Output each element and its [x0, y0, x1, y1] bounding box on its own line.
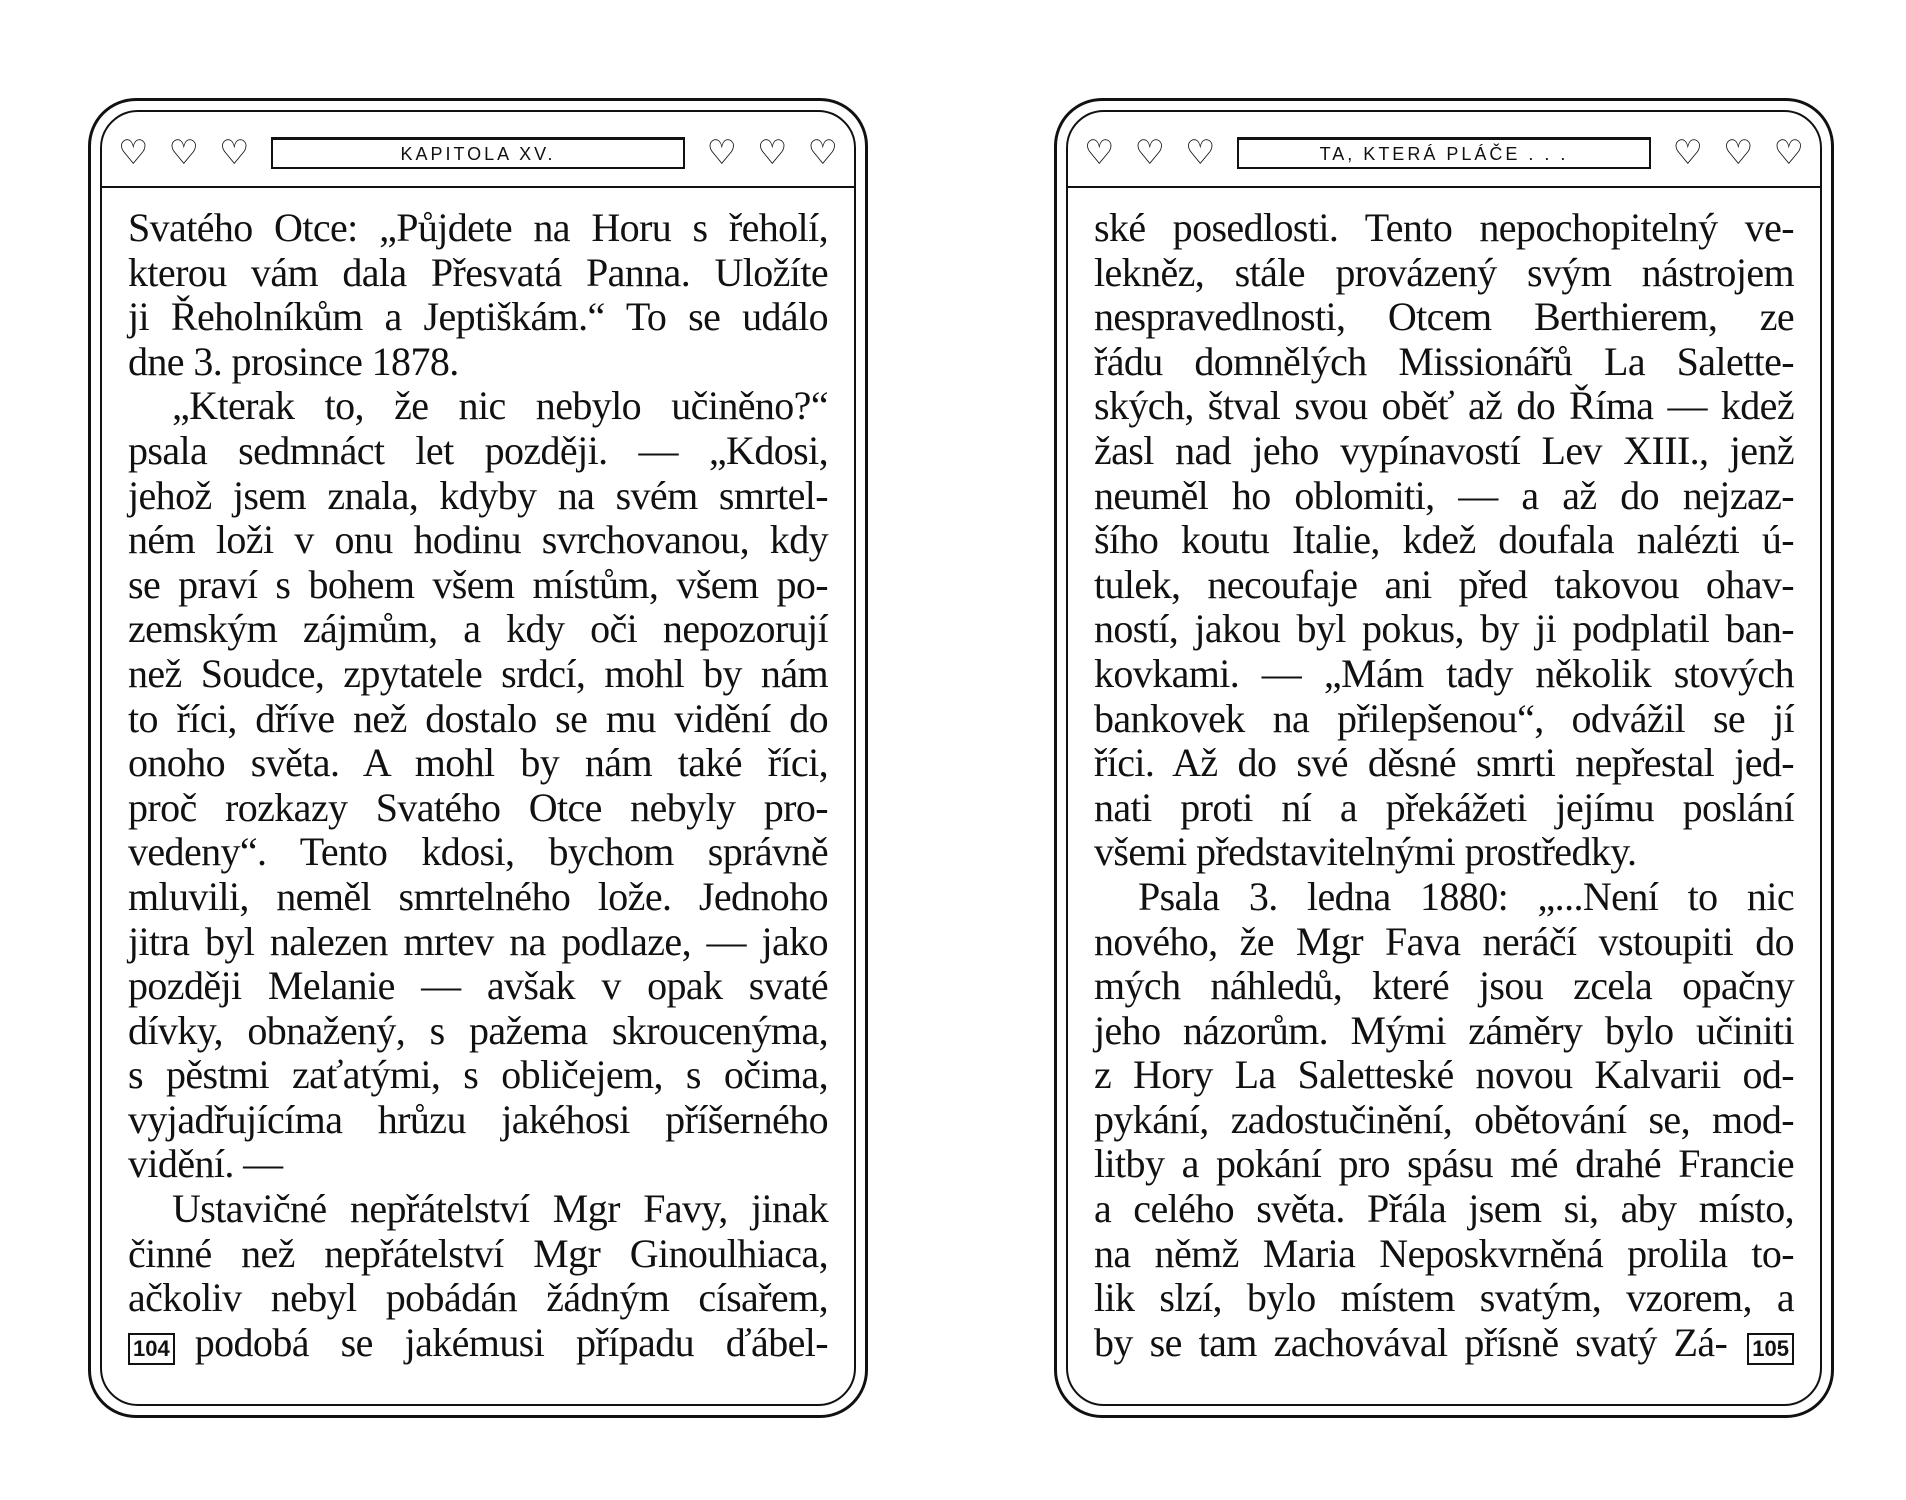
- text-line: Ustavičné nepřátelství Mgr Favy, jinak: [172, 1186, 828, 1232]
- text-line: na němž Maria Neposkvrněná prolila to-: [1094, 1230, 1794, 1276]
- running-title: TA, KTERÁ PLÁČE . . .: [1237, 137, 1650, 169]
- text-line: lekněz, stále provázený svým nástrojem: [1094, 249, 1794, 295]
- text-line: mých náhledů, které jsou zcela opačny: [1094, 963, 1794, 1009]
- page-header: [1084, 128, 1804, 178]
- text-line: kterou vám dala Přesvatá Panna. Uložíte: [128, 249, 828, 295]
- page-number: 104: [128, 1333, 175, 1365]
- text-line: všemi představitelnými prostředky.: [1094, 829, 1637, 875]
- text-line: zemským zájmům, a kdy oči nepozorují: [128, 606, 828, 652]
- running-title: KAPITOLA XV.: [271, 137, 684, 169]
- right-page: [1054, 98, 1834, 1418]
- text-line: vidění. —: [128, 1141, 283, 1187]
- text-line: Svatého Otce: „Půjdete na Horu s řeholí,: [128, 205, 828, 250]
- left-page: [88, 98, 868, 1418]
- heart-icon: ♡: [1723, 133, 1754, 173]
- header-hearts-left: [118, 133, 250, 173]
- text-line: ností, jakou byl pokus, by ji podplatil ban-: [1094, 606, 1794, 652]
- text-line: mluvili, neměl smrtelného lože. Jednoho: [128, 873, 828, 919]
- header-hearts-left: [1084, 133, 1216, 173]
- header-hearts-right: [706, 133, 838, 173]
- text-line: nespravedlnosti, Otcem Berthierem, ze: [1094, 294, 1794, 340]
- text-line: říci. Až do své děsné smrti nepřestal jed-: [1094, 740, 1794, 786]
- heart-icon: ♡: [757, 133, 788, 173]
- text-line: dívky, obnažený, s pažema skroucenýma,: [128, 1007, 828, 1053]
- text-line: dne 3. prosince 1878.: [128, 338, 459, 384]
- text-line: pykání, zadostučinění, obětování se, mod-: [1094, 1096, 1794, 1142]
- text-line: šího koutu Italie, kdež doufala nalézti ú-: [1094, 517, 1794, 563]
- text-line: neuměl ho oblomiti, — a až do nejzaz-: [1094, 472, 1794, 518]
- text-line: řádu domnělých Missionářů La Salette-: [1094, 338, 1794, 384]
- heart-icon: ♡: [1084, 133, 1115, 173]
- text-line: než Soudce, zpytatele srdcí, mohl by nám: [128, 650, 828, 696]
- header-hearts-right: [1672, 133, 1804, 173]
- heart-icon: ♡: [168, 133, 199, 173]
- text-line: nati proti ní a překážeti jejímu poslání: [1094, 784, 1794, 830]
- text-line: činné než nepřátelství Mgr Ginoulhiaca,: [128, 1230, 828, 1276]
- page-number: 105: [1747, 1333, 1794, 1365]
- text-line: to říci, dříve než dostalo se mu vidění do: [128, 695, 828, 741]
- text-line: Psala 3. ledna 1880: „...Není to nic: [1138, 873, 1794, 919]
- heart-icon: ♡: [706, 133, 738, 173]
- heart-icon: ♡: [1184, 133, 1216, 173]
- heart-icon: ♡: [1134, 133, 1165, 173]
- text-line: by se tam zachovával přísně svatý Zá-: [1094, 1319, 1728, 1365]
- text-line: jitra byl nalezen mrtev na podlaze, — jako: [128, 918, 828, 964]
- heart-icon: ♡: [807, 133, 838, 173]
- text-line: litby a pokání pro spásu mé drahé Francie: [1094, 1141, 1794, 1187]
- text-line: ských, štval svou oběť až do Říma — kdež: [1094, 383, 1794, 429]
- body-text: [1094, 206, 1794, 1365]
- last-line-row: [1094, 1321, 1794, 1366]
- body-text: [128, 206, 828, 1365]
- text-line: jehož jsem znala, kdyby na svém smrtel-: [128, 472, 828, 518]
- text-line: z Hory La Saletteské novou Kalvarii od-: [1094, 1052, 1794, 1098]
- text-line: podobá se jakémusi případu ďábel-: [194, 1319, 828, 1365]
- last-line-row: [128, 1321, 828, 1366]
- header-rule: [102, 186, 854, 188]
- text-line: bankovek na přilepšenou“, odvážil se jí: [1094, 695, 1794, 741]
- text-line: nového, že Mgr Fava neráčí vstoupiti do: [1094, 918, 1794, 964]
- page-header: [118, 128, 838, 178]
- heart-icon: ♡: [1672, 133, 1704, 173]
- heart-icon: ♡: [1773, 133, 1804, 173]
- text-line: se praví s bohem všem místům, všem po-: [128, 561, 828, 607]
- text-line: žasl nad jeho vypínavostí Lev XIII., jenž: [1094, 427, 1794, 473]
- text-line: ji Řeholníkům a Jeptiškám.“ To se událo: [128, 294, 828, 340]
- text-line: ské posedlosti. Tento nepochopitelný ve-: [1094, 205, 1794, 250]
- text-line: s pěstmi zaťatými, s obličejem, s očima,: [128, 1052, 828, 1098]
- text-line: jeho názorům. Mými záměry bylo učiniti: [1094, 1007, 1794, 1053]
- text-line: ném loži v onu hodinu svrchovanou, kdy: [128, 517, 828, 563]
- text-line: „Kterak to, že nic nebylo učiněno?“: [172, 383, 828, 429]
- text-line: vyjadřujícíma hrůzu jakéhosi příšerného: [128, 1096, 828, 1142]
- text-line: později Melanie — avšak v opak svaté: [128, 963, 828, 1009]
- text-line: lik slzí, bylo místem svatým, vzorem, a: [1094, 1275, 1794, 1321]
- text-line: a celého světa. Přála jsem si, aby místo,: [1094, 1186, 1794, 1232]
- text-line: tulek, necoufaje ani před takovou ohav-: [1094, 561, 1794, 607]
- heart-icon: ♡: [118, 133, 149, 173]
- text-line: onoho světa. A mohl by nám také říci,: [128, 740, 828, 786]
- text-line: proč rozkazy Svatého Otce nebyly pro-: [128, 784, 828, 830]
- header-rule: [1068, 186, 1820, 188]
- text-line: psala sedmnáct let později. — „Kdosi,: [128, 427, 828, 473]
- text-line: kovkami. — „Mám tady několik stových: [1094, 650, 1794, 696]
- text-line: ačkoliv nebyl pobádán žádným císařem,: [128, 1275, 828, 1321]
- text-line: vedeny“. Tento kdosi, bychom správně: [128, 829, 828, 875]
- heart-icon: ♡: [218, 133, 250, 173]
